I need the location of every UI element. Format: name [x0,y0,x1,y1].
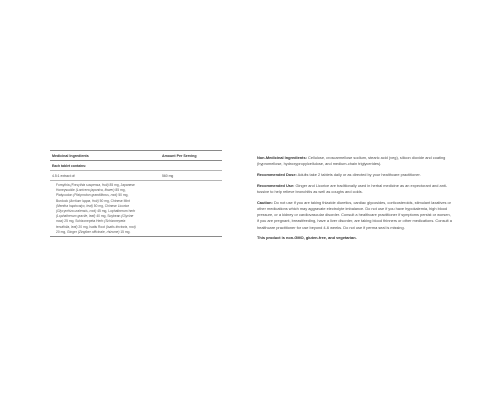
dose-label: Recommended Dose: [257,172,297,177]
component-item: Soybean (Glycine max) 25 mg , [56,214,133,223]
non-medicinal-ingredients [257,155,453,167]
component-item: Schizonepeta Herb (Schizonepeta tenuifolia, leaf) 20 mg , [56,219,125,228]
product-claims-text: This product is non-GMO, gluten-free, and vegetarian. [257,235,357,241]
caution [257,200,453,231]
amount-column-header: Amount Per Serving [162,154,197,158]
component-item: Lophatherum herb (Lophatherum gracile, leaf) 40 mg , [56,209,135,218]
non-medicinal-text: Cellulose, croscarmellose sodium, stearic acid (veg), silicon dioxide and coating (hypromellose, hydroxypropylcellulose, and medium-chain triglycerides). [257,155,446,167]
non-medicinal-label: Non-Medicinal Ingredients: [257,155,307,160]
component-item: Chinese Licorice (Glycyrrhiza uralensis, root) 45 mg , [56,204,129,213]
product-notes [257,155,453,246]
extract-amount: 560 mg [162,173,174,178]
table-header [50,150,222,161]
caution-text: Do not use if you are taking thiazide diuretics, cardiac glycosides, corticosteroids, stimulant laxatives or other medications which may aggravate electrolyte imbalance. Do not use if you have hypokalemia, high blood pressure, or a kidney or cardiovascular disorder. Consult a healthcare practitioner if symptoms persist or worsen, if you are pregnant, breastfeeding, have a liver disorder, are taking blood thinners or other medications. Consult a healthcare practitioner for use beyond 4-6 weeks. Do not use if perma seal is missing. [257,199,452,230]
component-item: Chinese Mint (Mentha haplocalyx, leaf) 50 mg , [56,199,130,208]
product-claims [257,235,453,241]
component-item: Burdock (Arctium lappa, fruit) 50 mg , [56,199,111,203]
use-text: Ginger and Licorice are traditionally used in herbal medicine as an expectorant and anti-tussive to help relieve bronchitis as well as coughs and colds. [257,182,448,194]
recommended-use [257,183,453,195]
component-item: Japanese Honeysuckle (Lonicera japonica, flower) 85 mg , [56,183,135,192]
dose-text: Adults take 2 tablets daily or as directed by your healthcare practitioner. [296,172,421,177]
medicinal-ingredients-table [50,150,222,237]
use-label: Recommended Use: [257,182,295,188]
extract-label: 4.5:1 extract of: [52,173,76,178]
table-subheader: Each tablet contains: [50,161,222,171]
component-item: Isatis Root (Isatis tinctoria, root) 20 mg , [56,225,136,234]
component-list [50,181,222,237]
component-item: Ginger (Zingiber officinale, rhizome) 15 mg . [67,230,130,234]
component-item: Forsythia (Forsythia suspensa, fruit) 85 mg , [56,183,121,187]
recommended-dose [257,172,453,178]
ingredients-column-header: Medicinal Ingredients [52,154,89,158]
caution-label: Caution: [257,199,273,205]
extract-row [50,171,222,181]
component-item: Platycodon (Platycodon grandiflorus, root) 50 mg , [56,193,128,197]
